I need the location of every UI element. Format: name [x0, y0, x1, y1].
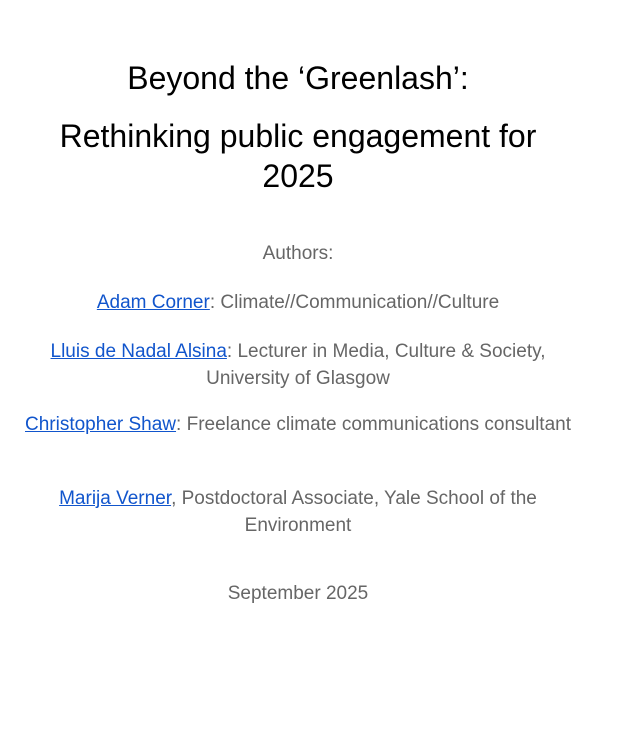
author-link-marija-verner[interactable]: Marija Verner [59, 488, 172, 509]
publication-date: September 2025 [227, 583, 369, 604]
document-title-line-1 [0, 58, 596, 98]
author-separator: , [171, 488, 182, 509]
author-affiliation: Climate//Communication//Culture [220, 292, 500, 313]
title-text-2: Rethinking public engagement for [59, 118, 537, 154]
title-text-3: 2025 [262, 158, 334, 194]
author-link-lluis-de-nadal-alsina[interactable]: Lluis de Nadal Alsina [50, 341, 227, 362]
author-link-adam-corner[interactable]: Adam Corner [96, 292, 210, 313]
author-entry-christopher-shaw [20, 411, 576, 438]
author-entry-lluis-de-nadal-alsina [20, 338, 576, 392]
author-separator: : [209, 292, 221, 313]
author-separator: : [226, 341, 238, 362]
document-title-line-2 [0, 116, 596, 196]
author-entry-marija-verner [20, 485, 576, 539]
title-text-1: Beyond the ‘Greenlash’: [127, 60, 469, 96]
author-link-christopher-shaw[interactable]: Christopher Shaw [25, 414, 177, 435]
author-affiliation: Lecturer in Media, Culture & Society, University of Glasgow [206, 341, 546, 389]
authors-heading: Authors: [262, 243, 334, 264]
author-separator: : [176, 414, 187, 435]
author-entry-adam-corner [20, 289, 576, 316]
author-affiliation: Freelance climate communications consultant [186, 414, 571, 435]
author-affiliation: Postdoctoral Associate, Yale School of the Environment [181, 488, 537, 536]
